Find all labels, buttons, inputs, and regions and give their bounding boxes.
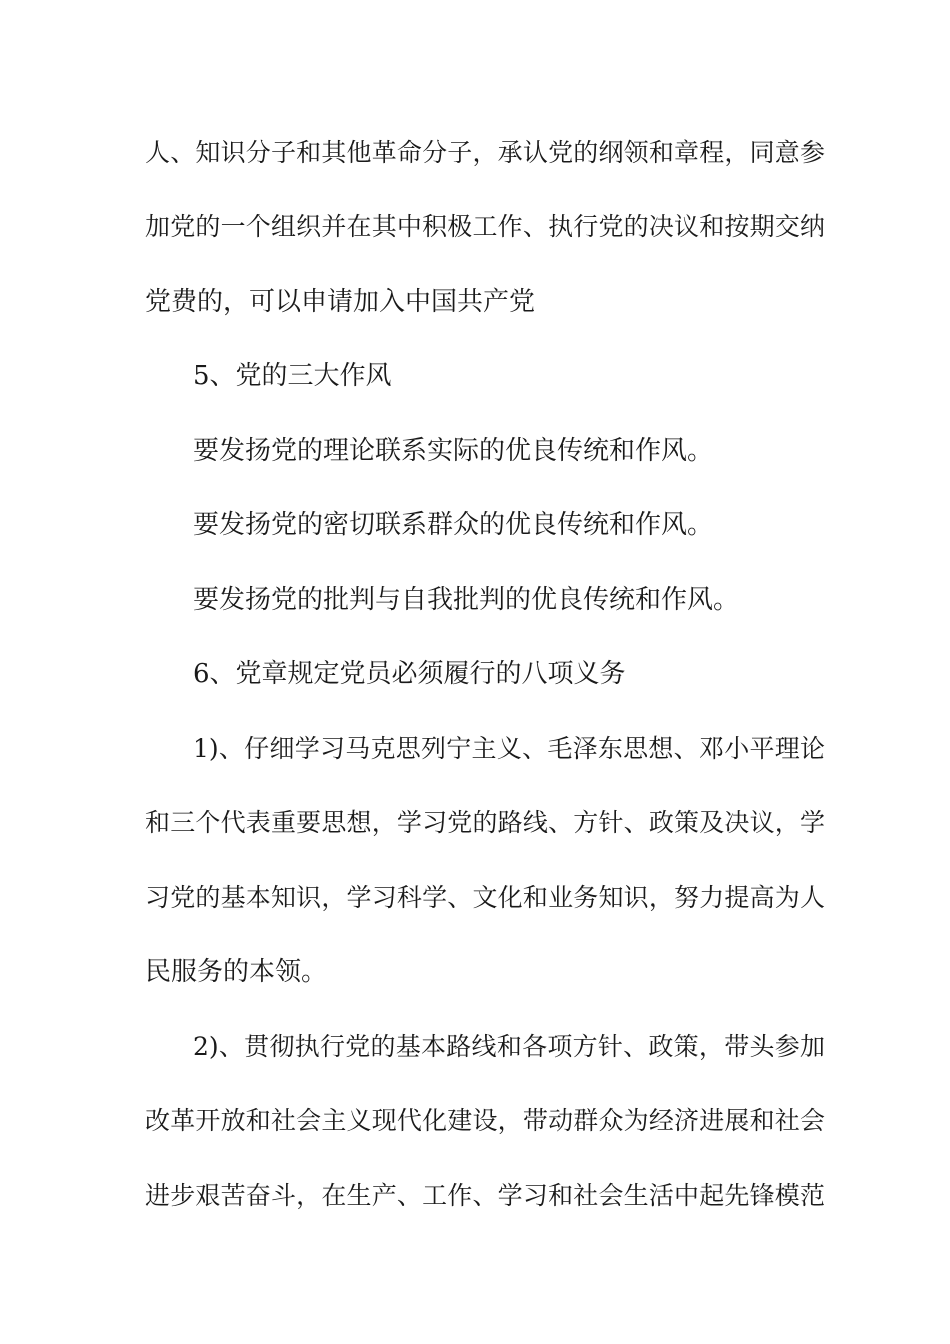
text-line: 和三个代表重要思想，学习党的路线、方针、政策及决议，学: [145, 808, 825, 837]
text-line: 改革开放和社会主义现代化建设，带动群众为经济进展和社会: [145, 1106, 825, 1135]
text-line: 要发扬党的密切联系群众的优良传统和作风。: [193, 510, 714, 540]
text-line: 党费的，可以申请加入中国共产党: [145, 287, 536, 317]
text-line: 人、知识分子和其他革命分子，承认党的纲领和章程，同意参: [145, 138, 825, 167]
section-heading: 5、党的三大作风: [193, 361, 392, 391]
text-line: 1)、仔细学习马克思列宁主义、毛泽东思想、邓小平理论: [193, 734, 825, 763]
section-heading: 6、党章规定党员必须履行的八项义务: [193, 659, 626, 689]
text-line: 习党的基本知识，学习科学、文化和业务知识，努力提高为人: [145, 883, 825, 912]
text-line: 要发扬党的理论联系实际的优良传统和作风。: [193, 436, 714, 466]
text-line: 2)、贯彻执行党的基本路线和各项方针、政策，带头参加: [193, 1032, 825, 1061]
text-line: 加党的一个组织并在其中积极工作、执行党的决议和按期交纳: [145, 212, 825, 241]
text-line: 要发扬党的批判与自我批判的优良传统和作风。: [193, 585, 740, 615]
text-line: 民服务的本领。: [145, 957, 328, 987]
text-line: 进步艰苦奋斗，在生产、工作、学习和社会生活中起先锋模范: [145, 1181, 825, 1210]
